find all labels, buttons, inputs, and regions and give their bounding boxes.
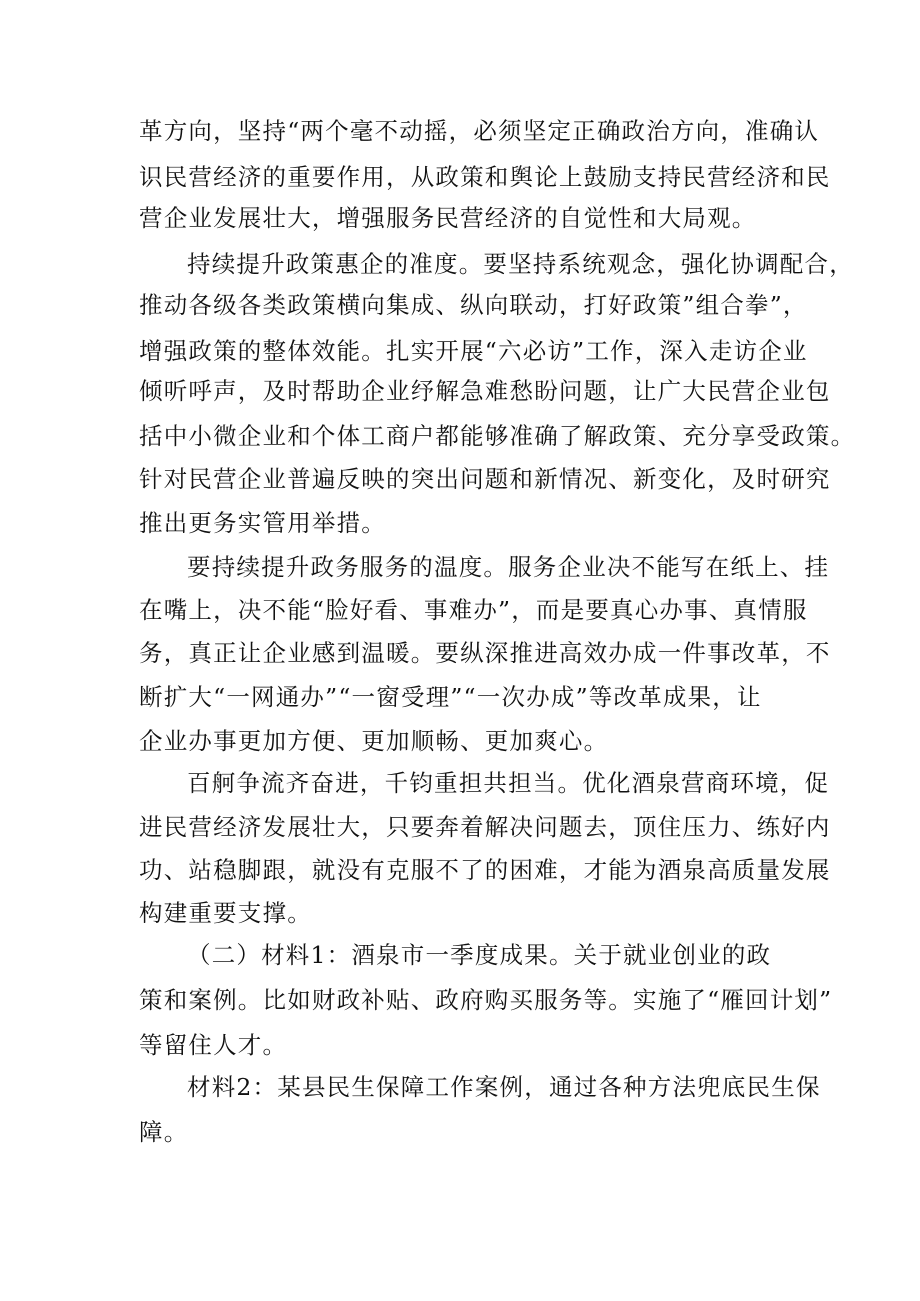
paragraph-5-line-1: （二）材料1：酒泉市一季度成果。关于就业创业的政: [187, 941, 772, 969]
paragraph-3-line-1: 要持续提升政务服务的温度。服务企业决不能写在纸上、挂: [187, 553, 830, 581]
paragraph-3-line-5: 企业办事更加方便、更加顺畅、更加爽心。: [139, 727, 609, 755]
paragraph-6-line-1: 材料2：某县民生保障工作案例，通过各种方法兜底民生保: [187, 1073, 821, 1101]
paragraph-4-line-4: 构建重要支撑。: [139, 899, 312, 927]
paragraph-5-line-3: 等留住人才。: [139, 1031, 288, 1059]
paragraph-4-line-1: 百舸争流齐奋进，千钧重担共担当。优化酒泉营商环境，促: [187, 769, 830, 797]
paragraph-1-line-2: 识民营经济的重要作用，从政策和舆论上鼓励支持民营经济和民: [139, 163, 831, 191]
paragraph-6-line-2: 障。: [139, 1118, 189, 1146]
paragraph-2-line-6: 针对民营企业普遍反映的突出问题和新情况、新变化，及时研究: [139, 465, 831, 493]
paragraph-2-line-2: 推动各级各类政策横向集成、纵向联动，打好政策”组合拳”，: [139, 291, 808, 319]
paragraph-2-line-1: 持续提升政策惠企的准度。要坚持系统观念，强化协调配合，: [187, 250, 854, 278]
paragraph-2-line-4: 倾听呼声，及时帮助企业纾解急难愁盼问题，让广大民营企业包: [139, 377, 831, 405]
paragraph-3-line-3: 务，真正让企业感到温暖。要纵深推进高效办成一件事改革，不: [139, 639, 831, 667]
paragraph-1-line-3: 营企业发展壮大，增强服务民营经济的自觉性和大局观。: [139, 204, 757, 232]
paragraph-3-line-4: 断扩大“一网通办”“一窗受理”“一次办成”等改革成果，让: [139, 683, 762, 711]
paragraph-2-line-7: 推出更务实管用举措。: [139, 509, 386, 537]
paragraph-4-line-2: 进民营经济发展壮大，只要奔着解决问题去，顶住压力、练好内: [139, 813, 831, 841]
paragraph-5-line-2: 策和案例。比如财政补贴、政府购买服务等。实施了“雁回计划”: [139, 986, 833, 1014]
paragraph-1-line-1: 革方向，坚持“两个毫不动摇，必须坚定正确政治方向，准确认: [139, 117, 820, 145]
paragraph-4-line-3: 功、站稳脚跟，就没有克服不了的困难，才能为酒泉高质量发展: [139, 856, 831, 884]
paragraph-2-line-3: 增强政策的整体效能。扎实开展“六必访”工作，深入走访企业: [139, 337, 808, 365]
paragraph-3-line-2: 在嘴上，决不能“脸好看、事难办”，而是要真心办事、真情服: [139, 596, 808, 624]
paragraph-2-line-5: 括中小微企业和个体工商户都能够准确了解政策、充分享受政策。: [139, 422, 856, 450]
